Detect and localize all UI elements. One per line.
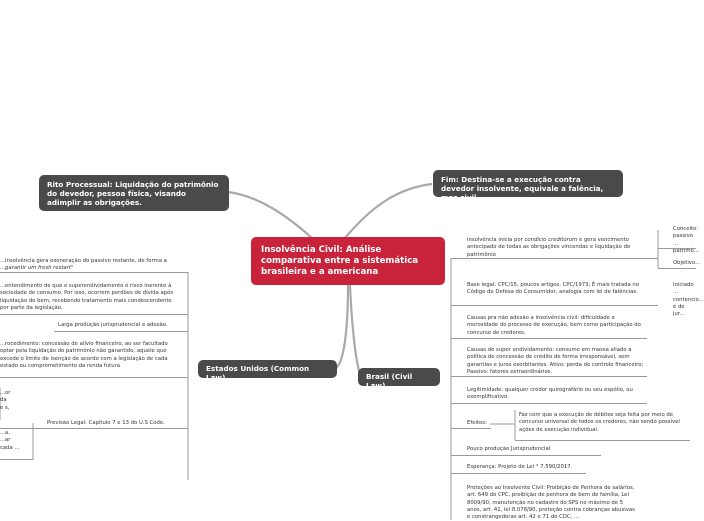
root-node[interactable] bbox=[251, 237, 445, 285]
usa-underline-1 bbox=[0, 314, 188, 315]
usa-node[interactable] bbox=[198, 360, 337, 382]
usa-label: Estados Unidos (Common Law) bbox=[206, 364, 310, 382]
efeitos-detail[interactable]: Faz com que a execução de débitos seja feita por meio de concurso universal de todos os credores, não sendo possível ações de execução individual. bbox=[519, 412, 680, 433]
brasil-underline-0 bbox=[451, 258, 658, 259]
far-right-conceito[interactable]: Conceito: passivo ... patrimô... bbox=[673, 226, 699, 254]
usa-item-jurisprudencia[interactable]: Larga produção jurisprudencial e adesão. bbox=[58, 322, 168, 328]
brasil-item-super-endividamento[interactable]: Causas de super endividamento: consumo em massa aliado a política de concessão de crédito de forma irresponsável, sem garantias e juros exorbitantes. Ativo: perda de controle financeiro; Passivo: fatores extraordinários. bbox=[467, 347, 644, 375]
brasil-item-base-legal[interactable]: Base legal: CPC/15, poucos artigos, CPC/1973; É mais tratada no Código de Defesa do Consumidor, analogia com lei de falências. bbox=[467, 282, 639, 296]
brasil-item-jurisprudencia[interactable]: Pouco produção Jurisprudencial bbox=[467, 446, 551, 452]
brasil-underline-3 bbox=[451, 376, 647, 377]
usa-item-exoneracao-pre: ...insolvência gera exoneração do passivo restante, de forma a bbox=[0, 258, 167, 264]
usa-item-partial-1[interactable]: ...or da e s, bbox=[0, 390, 11, 411]
far-right-underline-1 bbox=[658, 268, 696, 269]
brasil-underline-4 bbox=[451, 403, 647, 404]
brasil-item-esperanca[interactable]: Esperança: Projeto de Lei ° 7.590/2017. bbox=[467, 464, 573, 470]
brasil-item-inicio-post: e gera vencimento antecipado de todas as obrigações vincendas e liquidação do patrimônio bbox=[467, 237, 631, 258]
brasil-underline-2 bbox=[451, 338, 647, 339]
brasil-underline-1 bbox=[451, 305, 658, 306]
fim-label: Fim: Destina-se a execução contra devedor insolvente, equivale a falência, mas civil. bbox=[441, 175, 604, 202]
brasil-underline-6 bbox=[451, 455, 601, 456]
efeitos-detail-underline bbox=[515, 440, 690, 441]
usa-item-exoneracao-em: ...garantir um fresh restart" bbox=[0, 265, 74, 272]
fim-node[interactable] bbox=[433, 170, 623, 202]
usa-underline-3 bbox=[0, 377, 188, 378]
usa-item-entendimento[interactable]: ...entendimento de que o superendividamento é risco inerente à sociedade de consumo. Por isso, ocorrem perdões de dívida após liquidação do bem, recebendo tratamento mais condescendente por parte da legislação. bbox=[0, 283, 174, 311]
brasil-item-nao-adesao[interactable]: Causas pra não adesão a insolvência civil: dificuldade e morosidade do processo de execução, bem como participação do concurso de credores. bbox=[467, 315, 641, 336]
far-right-objetivo[interactable]: Objetivo... bbox=[673, 260, 701, 266]
usa-underline-2 bbox=[54, 331, 188, 332]
brasil-item-legitimidade[interactable]: Legitimidade: qualquer credor quirografário ou seu espólio, ou exemplificativo. bbox=[467, 387, 633, 401]
usa-item-exoneracao[interactable] bbox=[0, 258, 175, 273]
brasil-item-efeitos[interactable]: Efeitos: bbox=[467, 420, 487, 426]
brasil-underline-5 bbox=[451, 428, 491, 429]
brasil-item-protecoes[interactable]: Proteções ao Insolvente Civil: Proibição de Penhora de salários, art. 649 do CPC, proibição de penhora de bem de família, Lei 8009/90, manutenção no cadastro do SPS no máximo de 5 anos, art. 41, lei 8.078/90, proteção contra cobranças abusivas e constrangedoras art. 42 e 71 do CDC, ... bbox=[467, 485, 635, 521]
brasil-node[interactable] bbox=[358, 368, 440, 390]
root-title: Insolvência Civil: Análise comparativa entre a sistemática brasileira e a americana bbox=[261, 245, 419, 278]
brasil-label: Brasil (Civil Law) bbox=[366, 372, 413, 390]
usa-underline-0 bbox=[0, 272, 188, 273]
brasil-item-inicio[interactable] bbox=[467, 237, 647, 259]
usa-item-procedimento[interactable]: ...rocedimento: concessão de alívio financeiro, ao ser facultado optar pela liquidação do patrimônio não garantido, aquele que excede o limite de isenção de acordo com a legislação de cada estado ou comprometimento da renda futura bbox=[0, 341, 168, 369]
brasil-item-inicio-pre: insolvência inicia por bbox=[467, 237, 525, 243]
brasil-underline-7 bbox=[451, 473, 586, 474]
rito-label: Rito Processual: Liquidação do patrimônio do devedor, pessoa física, visando adimplir as obrigações. bbox=[47, 180, 219, 207]
far-right-underline-0 bbox=[658, 248, 696, 249]
usa-item-previsao-legal[interactable]: Previsão Legal: Capítulo 7 e 13 do U.S Code. bbox=[47, 420, 165, 426]
rito-node[interactable] bbox=[39, 175, 229, 211]
far-right-iniciado[interactable]: Iniciado ... contencio... é de jur... bbox=[673, 282, 704, 318]
usa-item-partial-2[interactable]: ...a, ...ar cada ... bbox=[0, 430, 20, 451]
usa-underline-5 bbox=[0, 428, 188, 429]
brasil-item-inicio-em: condicio creditorum bbox=[524, 237, 578, 243]
usa-underline-6 bbox=[0, 459, 33, 460]
